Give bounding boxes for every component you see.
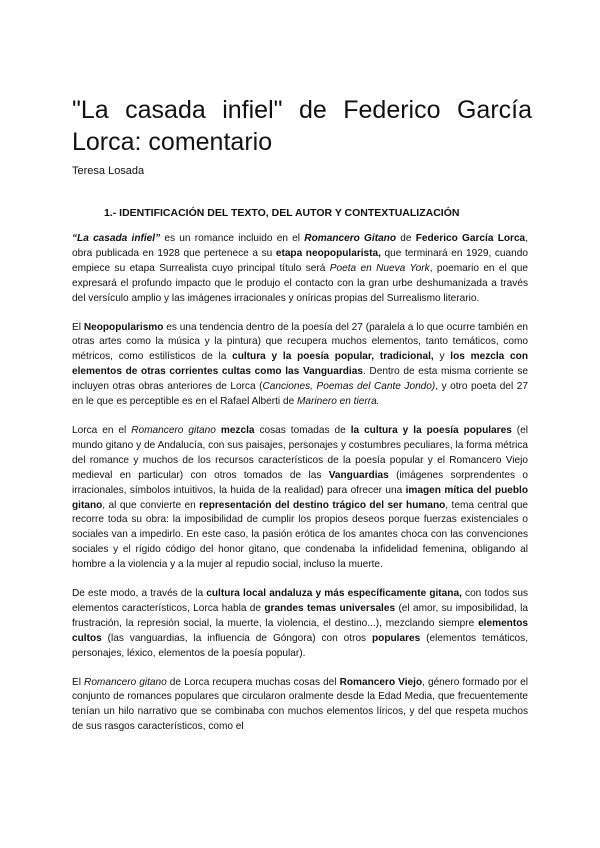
text-run: De este modo, a través de la [72, 588, 207, 600]
text-run: cultura y la poesía popular, tradicional, [232, 351, 434, 363]
text-run: cultura local andaluza y más específicamente gitana, [206, 588, 462, 600]
text-run: es un romance incluido en el [160, 233, 305, 244]
text-run: (elementos temáticos, personajes, léxico, elementos de la poesía popular). [72, 632, 529, 659]
text-run: imagen mítica del pueblo gitano [72, 484, 528, 511]
text-run: , tema central que recorre toda su obra: la imposibilidad de cumplir los propios deseos porque fuerzas existenciales o sociales van a impedirlo. En este caso, la pasión erótica de los amantes choca con las convenciones sociales y el rígido código del honor gitano, que condenaba la infidelidad femenina, obligando al hombre a la violencia y a la mujer al repudio social, incluso la muerte. [72, 499, 528, 571]
text-run: , género formado por el conjunto de romances populares que circularon oralmente desde la Edad Media, que frecuentemente tenían un hilo narrativo que se combinaba con muchos elementos líricos, y del que respeta muchos de sus rasgos característicos, como el [72, 676, 528, 733]
document-body [72, 232, 528, 735]
text-run: , al que convierte en [102, 499, 200, 511]
text-run: de Lorca recupera muchas cosas del [166, 676, 340, 688]
text-run: elementos cultos [72, 617, 528, 644]
text-run: (imágenes sorprendentes o irracionales, símbolos intuitivos, la huida de la realidad) para ofrecer una [72, 469, 528, 496]
text-run: cosas tomadas de [254, 424, 351, 436]
text-run: de [396, 233, 416, 244]
text-run: la cultura y la poesía populares [350, 424, 512, 436]
text-run: populares [372, 632, 421, 644]
text-run: El [72, 321, 84, 333]
text-run: que terminará en 1929, cuando empiece su etapa Surrealista cuyo principal título será [72, 247, 528, 274]
text-run: con todos sus elementos característicos, Lorca habla de [72, 588, 528, 614]
text-run: mezcla [220, 424, 255, 436]
text-run: Romancero Viejo [339, 676, 423, 688]
text-run: Neopopularismo [83, 321, 164, 333]
paragraph [72, 232, 528, 307]
section-heading: 1.- IDENTIFICACIÓN DEL TEXTO, DEL AUTOR Y CONTEXTUALIZACIÓN [104, 207, 460, 219]
author-name: Teresa Losada [72, 165, 145, 177]
text-run: . Dentro de esta misma corriente se incluyen otras obras anteriores de Lorca ( [72, 366, 528, 393]
text-run: (el amor, su imposibilidad, la frustración, la represión social, la muerte, la violencia, el destino...), mezclando siempre [72, 602, 528, 629]
text-run: , poemario en el que expresará el profundo impacto que le produjo el contacto con la gran urbe deshumanizada a través del versículo amplio y las imágenes irracionales y oníricas propias del Surrealismo literario. [72, 262, 528, 304]
text-run: , obra publicada en 1928 que pertenece a su [72, 233, 528, 259]
text-run: , y otro poeta del 27 en le que es perceptible es en el Rafael Alberti de [72, 381, 528, 408]
text-run: representación del destino trágico del ser humano [199, 499, 446, 511]
text-run: Canciones, Poemas del Cante Jondo) [262, 381, 436, 393]
text-run: “La casada infiel” [72, 233, 161, 244]
text-run: los mezcla con elementos de otras corrientes cultas como las Vanguardias [72, 351, 528, 378]
text-run: (el mundo gitano y de Andalucía, con sus paisajes, personajes y costumbres peculiares, la forma métrica del romance y muchos de los recursos característicos de la poesía popular y el Romancero Viejo medieval en particular) con otros tomados de las [72, 424, 529, 481]
text-run: Marinero en tierra. [297, 396, 380, 408]
paragraph [72, 424, 528, 573]
text-run: El [72, 676, 85, 688]
text-run: Romancero gitano [131, 424, 216, 436]
text-run: grandes temas universales [264, 602, 396, 614]
text-run: y [433, 351, 451, 363]
text-run: Romancero Gitano [304, 233, 397, 244]
text-run: Lorca en el [72, 424, 132, 436]
text-run: Romancero gitano [84, 676, 167, 688]
text-run: es una tendencia dentro de la poesía del 27 (paralela a lo que ocurre también en otras artes como la música y la pintura) que recupera muchos elementos, tanto temáticos, como métricos, como estilísticos de la [72, 321, 528, 363]
text-run: Vanguardias [328, 469, 389, 481]
text-run: (las vanguardias, la influencia de Góngora) con otros [101, 632, 373, 644]
paragraph [72, 587, 528, 662]
paragraph [72, 676, 528, 736]
text-run: Poeta en Nueva York [329, 262, 430, 274]
paragraph [72, 321, 528, 410]
document-title: "La casada infiel" de Federico García Lorca: comentario [72, 96, 532, 156]
text-run: etapa neopopularista, [275, 247, 381, 259]
text-run: Federico García Lorca [415, 233, 526, 244]
